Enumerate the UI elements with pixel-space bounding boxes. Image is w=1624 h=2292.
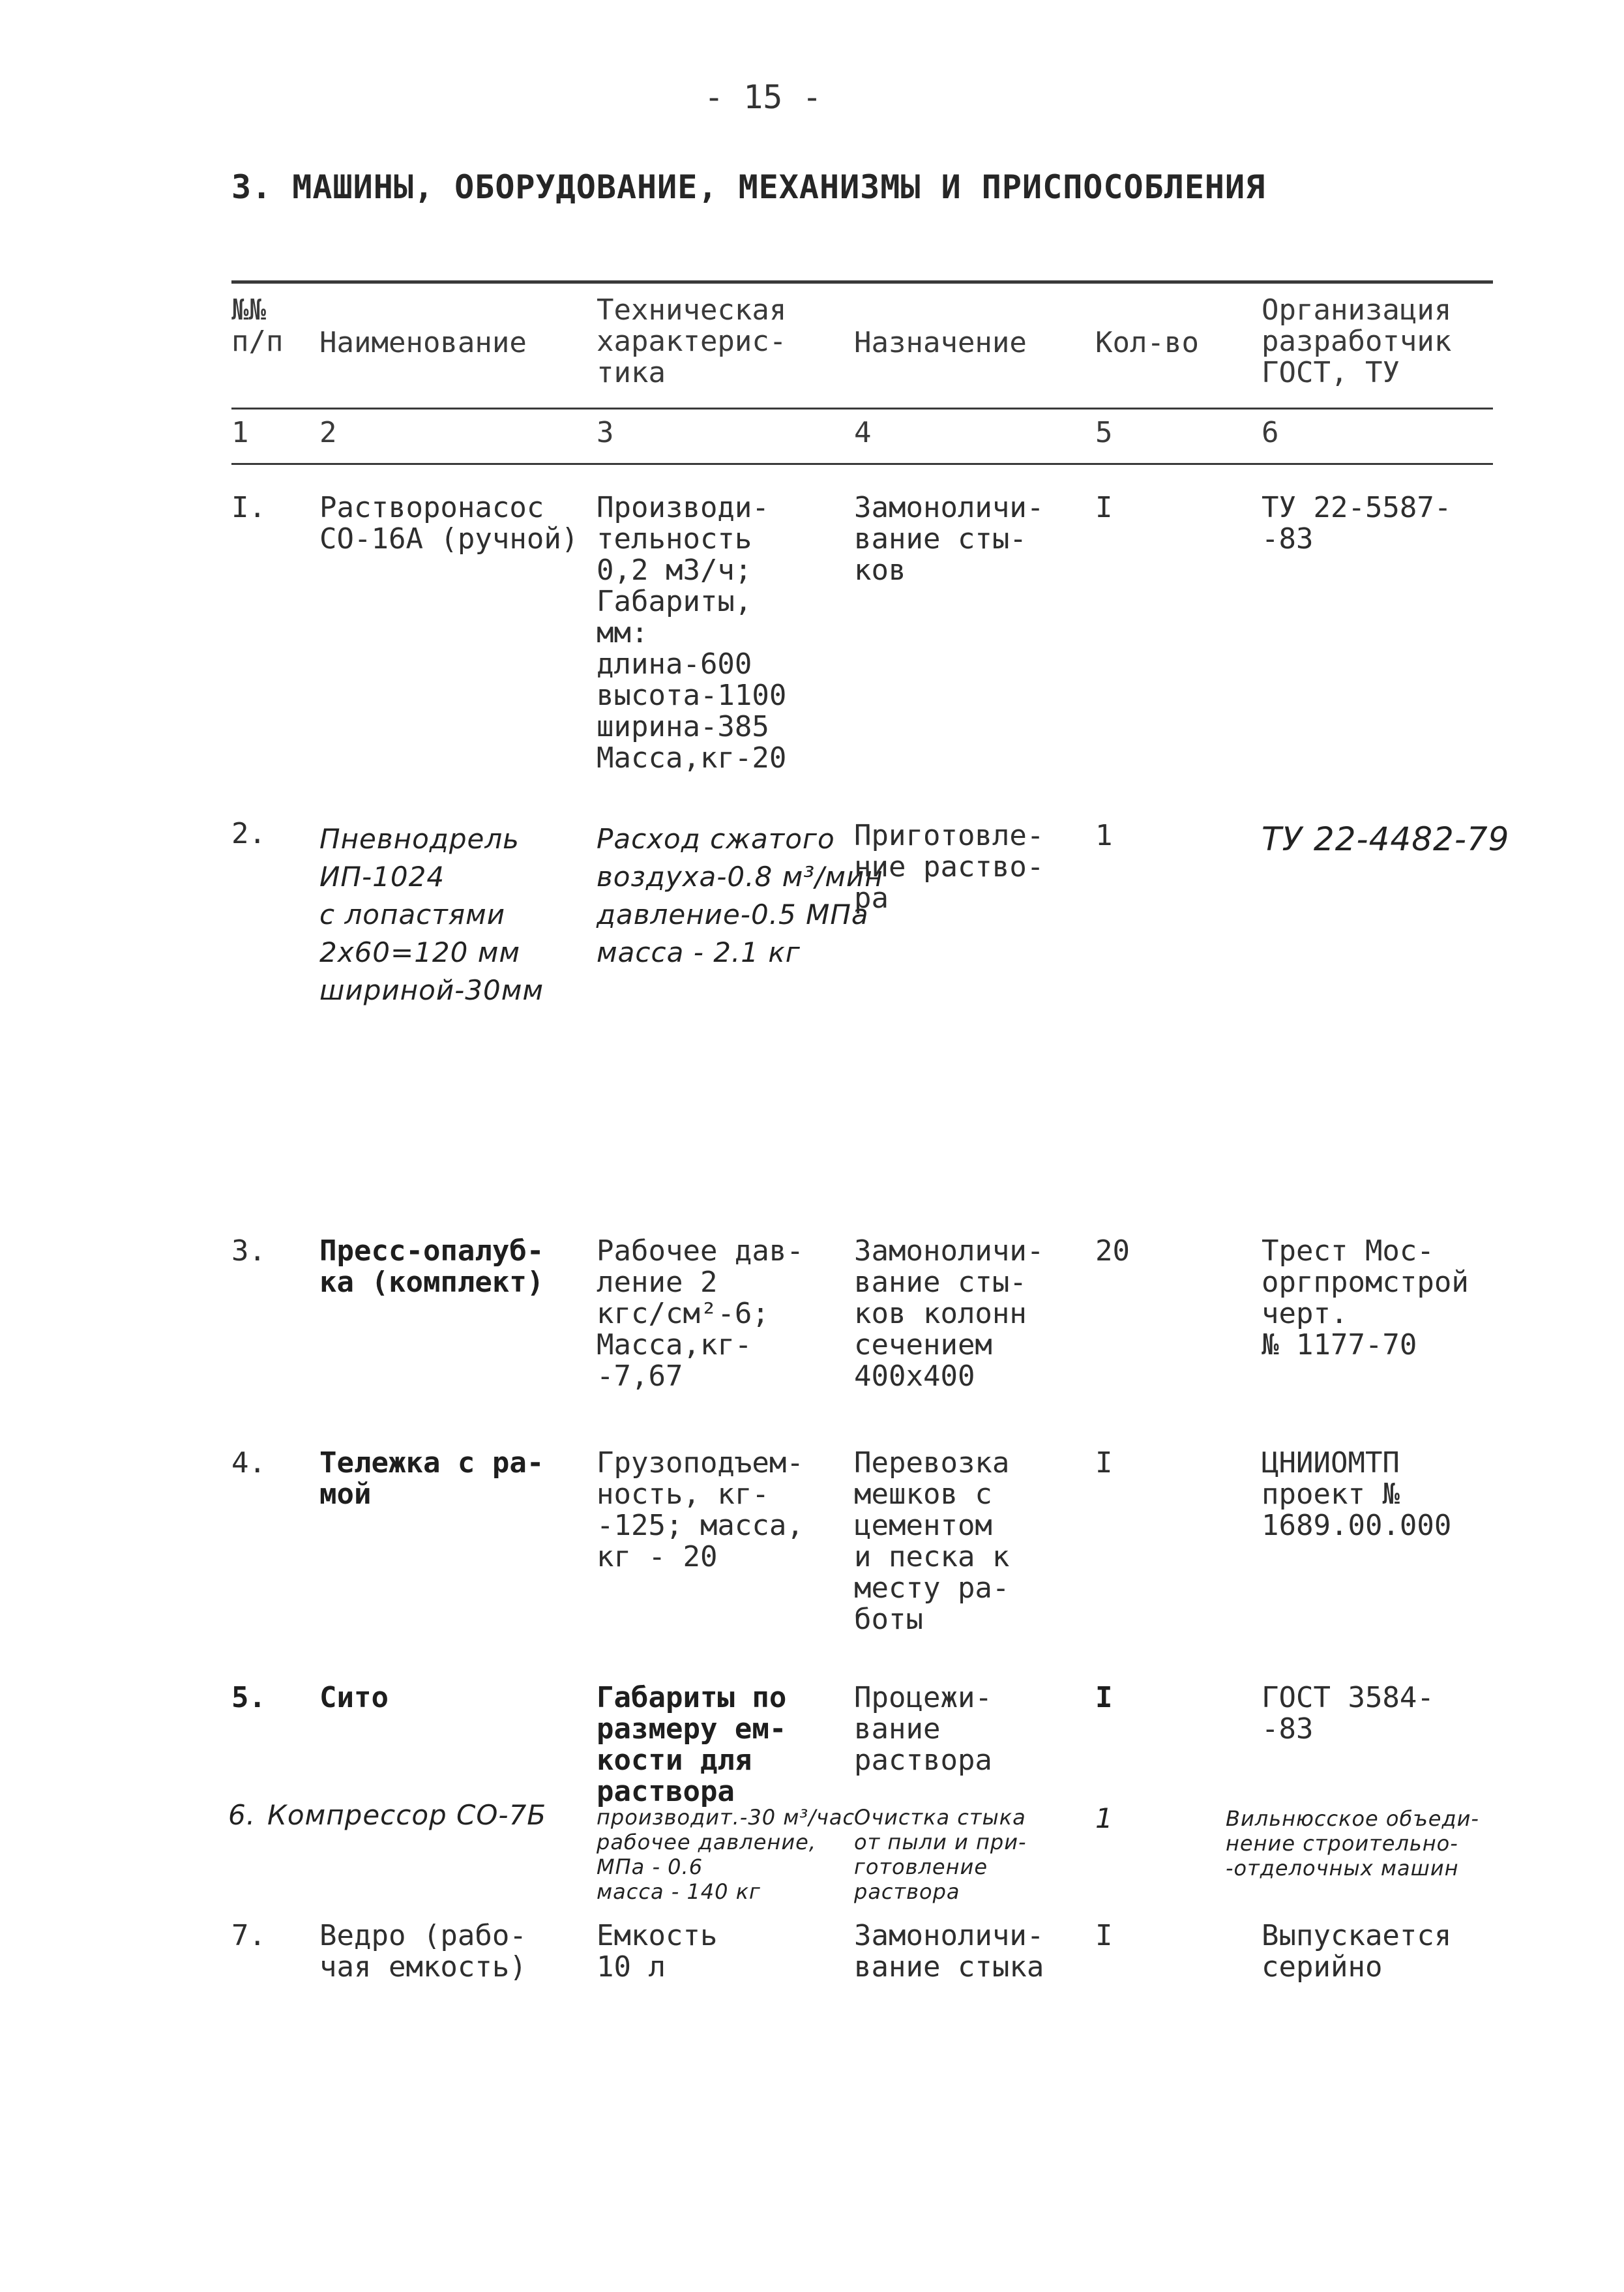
header-rule [231, 408, 1493, 409]
row-org: ТУ 22-5587- -83 [1262, 491, 1452, 556]
column-number-rule [231, 463, 1493, 465]
header-spec: Техническая характерис- тика [597, 293, 787, 389]
column-number: 6 [1262, 416, 1279, 449]
row-num: 2. [231, 817, 266, 850]
column-number: 2 [319, 416, 337, 449]
row-spec: производит.-30 м³/час рабочее давление, МПа - 0.6 масса - 140 кг [597, 1805, 855, 1904]
row-org: Выпускается серийно [1262, 1919, 1452, 1984]
page-number: - 15 - [704, 78, 822, 116]
row-name: Пресс-опалуб- ка (комплект) [319, 1234, 544, 1299]
row-purpose: Перевозка мешков с цементом и песка к месту ра- боты [854, 1446, 1010, 1636]
row-org: Трест Мос- оргпромстрой черт. № 1177-70 [1262, 1234, 1469, 1362]
header-num: №№ п/п [231, 293, 284, 358]
row-qty: I [1095, 491, 1113, 524]
row-qty: 1 [1095, 1802, 1114, 1834]
table-top-rule [231, 280, 1493, 284]
row-purpose: Очистка стыка от пыли и при- готовление раствора [854, 1805, 1027, 1904]
row-purpose: Замоноличи- вание сты- ков [854, 491, 1044, 587]
row-purpose: Процежи- вание раствора [854, 1681, 992, 1777]
row-spec: Расход сжатого воздуха-0.8 м³/мин давление-0.5 МПа масса - 2.1 кг [597, 823, 883, 968]
column-number: 3 [597, 416, 614, 449]
section-title: 3. МАШИНЫ, ОБОРУДОВАНИЕ, МЕХАНИЗМЫ И ПРИСПОСОБЛЕНИЯ [231, 168, 1266, 206]
row-purpose: Замоноличи- вание стыка [854, 1919, 1044, 1984]
row-num: 3. [231, 1234, 266, 1268]
row-org: Вильнюсское объеди- нение строительно- -отделочных машин [1226, 1806, 1479, 1881]
row-name: Компрессор СО-7Б [267, 1799, 547, 1831]
row-name: Ведро (рабо- чая емкость) [319, 1919, 527, 1984]
row-name: Растворонасос СО-16А (ручной) [319, 491, 579, 556]
row-spec: Грузоподъем- ность, кг- -125; масса, кг - 20 [597, 1446, 804, 1573]
row-name: Сито [319, 1681, 389, 1714]
row-qty: I [1095, 1446, 1113, 1480]
row-purpose: Замоноличи- вание сты- ков колонн сечением 400х400 [854, 1234, 1044, 1393]
column-number: 1 [231, 416, 249, 449]
row-name: Тележка с ра- мой [319, 1446, 544, 1511]
row-org: ГОСТ 3584- -83 [1262, 1681, 1434, 1746]
row-qty: I [1095, 1681, 1113, 1714]
row-qty: 20 [1095, 1234, 1130, 1268]
row-num: I. [231, 491, 266, 524]
row-spec: Производи- тельность 0,2 м3/ч; Габариты, мм: длина-600 высота-1100 ширина-385 Масса,кг-20 [597, 491, 787, 775]
row-org: ТУ 22-4482-79 [1262, 820, 1510, 858]
row-num: 7. [231, 1919, 266, 1952]
row-num: 6. [228, 1799, 256, 1831]
row-qty: 1 [1095, 819, 1113, 852]
row-qty: I [1095, 1919, 1113, 1952]
row-org: ЦНИИОМТП проект № 1689.00.000 [1262, 1446, 1452, 1542]
column-number: 5 [1095, 416, 1113, 449]
column-number: 4 [854, 416, 872, 449]
row-purpose: Приготовле- ние раство- ра [854, 819, 1044, 915]
row-num: 5. [231, 1681, 266, 1714]
header-qty: Кол-во [1095, 326, 1199, 359]
header-purpose: Назначение [854, 326, 1027, 359]
row-num: 4. [231, 1446, 266, 1480]
row-name: Пневнодрель ИП-1024 с лопастями 2х60=120 мм шириной-30мм [319, 823, 544, 1006]
header-org: Организация разработчик ГОСТ, ТУ [1262, 293, 1452, 389]
row-spec: Емкость 10 л [597, 1919, 718, 1984]
row-spec: Рабочее дав- ление 2 кгс/см²-6; Масса,кг- -7,67 [597, 1234, 804, 1393]
row-spec: Габариты по размеру ем- кости для раствора [597, 1681, 787, 1808]
header-name: Наименование [319, 326, 527, 359]
